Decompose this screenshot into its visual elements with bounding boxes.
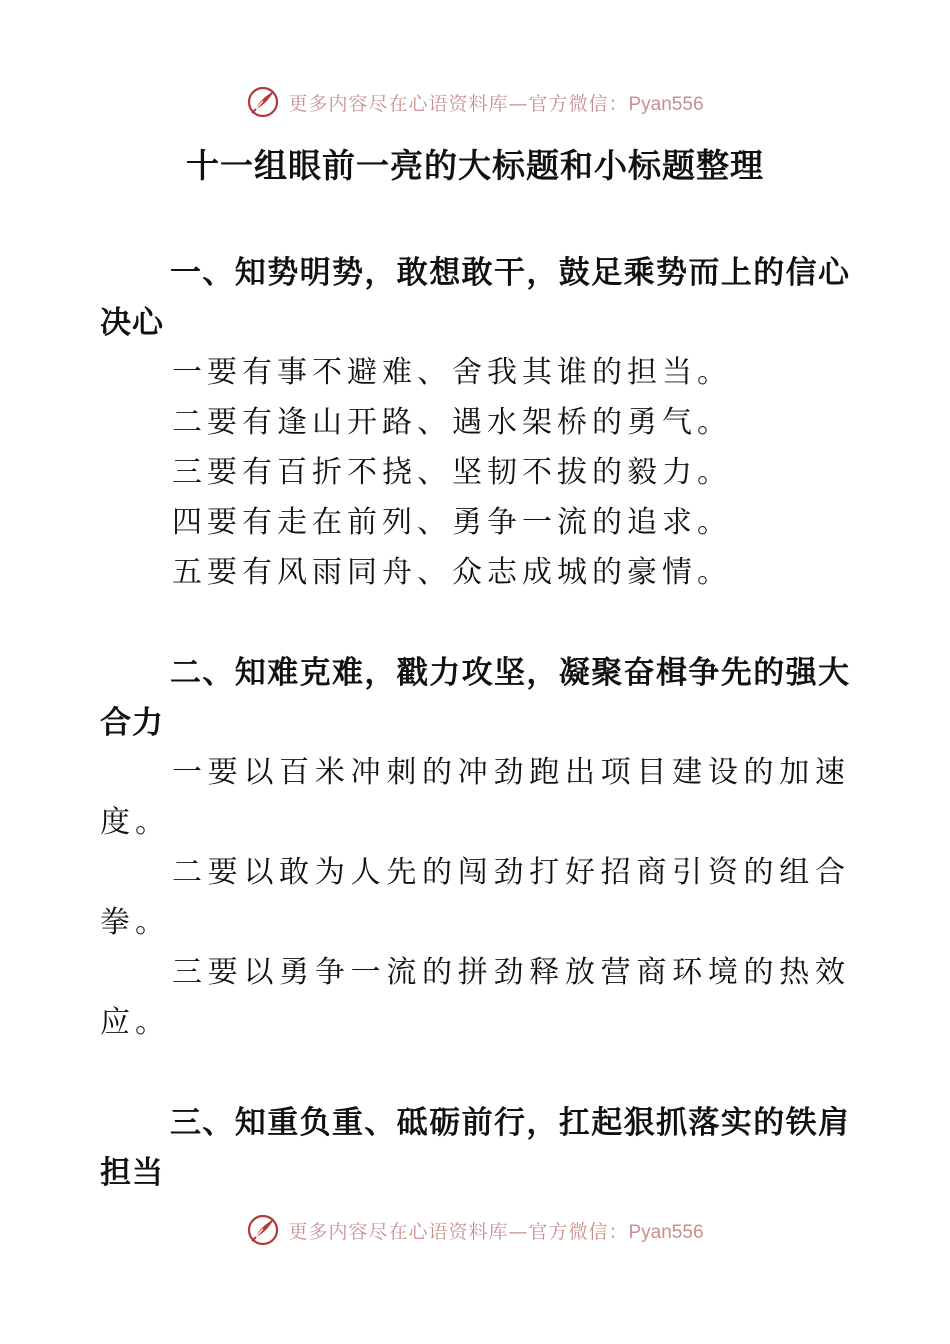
watermark-wechat-id: Pyan556	[628, 93, 704, 115]
section-heading: 三、知重负重、砥砺前行，扛起狠抓落实的铁肩担当	[100, 1105, 850, 1191]
section-3	[100, 1098, 850, 1198]
watermark-banner-bottom	[0, 1210, 950, 1250]
watermark-wechat-id: Pyan556	[628, 1221, 704, 1243]
feather-pen-logo-icon	[246, 85, 280, 119]
list-item: 三要有百折不挠、坚韧不拔的毅力。	[172, 455, 732, 490]
list-item: 三要以勇争一流的拼劲释放营商环境的热效应。	[100, 955, 850, 1040]
watermark-text: 更多内容尽在心语资料库—官方微信：	[288, 92, 629, 115]
document-body	[100, 248, 850, 1198]
section-2	[100, 648, 850, 1048]
document-title: 十一组眼前一亮的大标题和小标题整理	[186, 146, 764, 185]
section-heading: 二、知难克难，戳力攻坚，凝聚奋楫争先的强大合力	[100, 655, 850, 741]
watermark-banner-top	[0, 82, 950, 122]
list-item: 二要有逢山开路、遇水架桥的勇气。	[172, 405, 732, 440]
section-heading: 一、知势明势，敢想敢干，鼓足乘势而上的信心决心	[100, 255, 850, 341]
list-item: 五要有风雨同舟、众志成城的豪情。	[172, 555, 732, 590]
list-item: 四要有走在前列、勇争一流的追求。	[172, 505, 732, 540]
feather-pen-logo-icon	[246, 1213, 280, 1247]
list-item: 二要以敢为人先的闯劲打好招商引资的组合拳。	[100, 855, 850, 940]
section-1	[100, 248, 850, 598]
list-item: 一要以百米冲刺的冲劲跑出项目建设的加速度。	[100, 755, 850, 840]
watermark-text: 更多内容尽在心语资料库—官方微信：	[288, 1220, 629, 1243]
list-item: 一要有事不避难、舍我其谁的担当。	[172, 355, 732, 390]
